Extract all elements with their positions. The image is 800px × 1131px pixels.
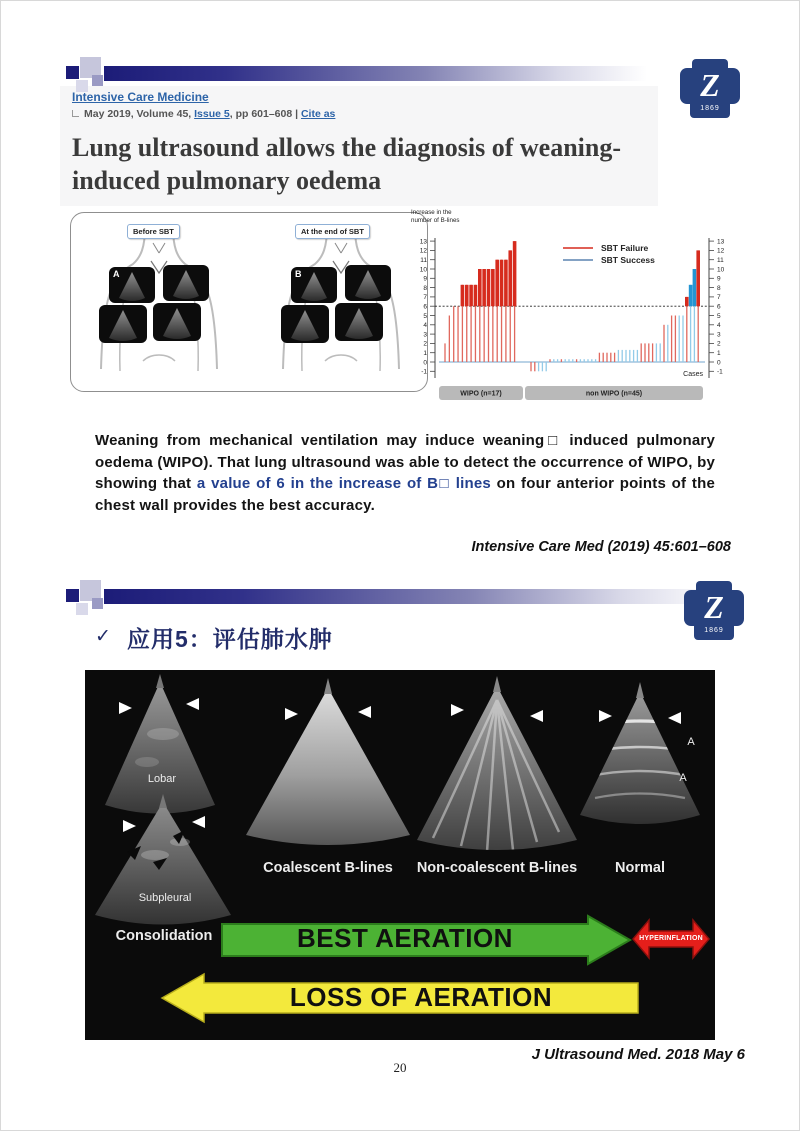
citation-intensive-care-med: Intensive Care Med (2019) 45:601–608 (471, 539, 731, 555)
svg-text:-1: -1 (421, 368, 427, 376)
svg-text:7: 7 (717, 294, 721, 302)
lung-ultrasound-figure (70, 212, 428, 392)
svg-text:9: 9 (423, 275, 427, 283)
svg-text:7: 7 (423, 294, 427, 302)
svg-text:0: 0 (717, 359, 721, 367)
b-lines-chart-graphic (405, 202, 741, 408)
svg-text:1: 1 (717, 350, 721, 357)
svg-text:SBT Success: SBT Success (601, 255, 655, 265)
journal-name-link[interactable]: Intensive Care Medicine (72, 90, 209, 104)
svg-text:1: 1 (423, 350, 427, 357)
svg-text:6: 6 (423, 303, 427, 311)
best-aeration-arrow-label: BEST AERATION (297, 923, 513, 953)
svg-text:12: 12 (717, 247, 725, 255)
summary-text: on four anterior points of the chest wall provides the best accuracy. (95, 475, 715, 514)
slide2-title: 应用5：评估肺水肿 (127, 626, 333, 652)
svg-text:12: 12 (419, 247, 427, 255)
meta-text: , pp 601–608 | (229, 108, 301, 120)
issue-meta-line (72, 108, 335, 120)
hyperinflation-arrow-label: HYPERINFLATION (639, 935, 703, 942)
summary-text: Weaning from mechanical ventilation may induce weaning□ induced pulmonary oedema (WIPO). That lung ultrasound was able to detect the occurrence of WIPO, by showing that (95, 432, 715, 492)
cite-as-link[interactable]: Cite as (300, 108, 336, 120)
header-square-decoration (92, 75, 103, 86)
logo-year: 1869 (704, 627, 724, 634)
svg-text:8: 8 (717, 284, 721, 292)
logo-letter: Z (700, 67, 720, 103)
header-square-decoration (66, 589, 79, 602)
b-lines-bar-chart (405, 202, 741, 408)
svg-text:2: 2 (717, 340, 721, 348)
page-number: 20 (393, 1060, 407, 1075)
logo-letter: Z (704, 589, 724, 625)
svg-text:10: 10 (419, 266, 427, 274)
svg-text:11: 11 (420, 257, 427, 264)
svg-text:non WIPO (n=45): non WIPO (n=45) (585, 390, 643, 398)
svg-text:Increase in the: Increase in the (411, 209, 452, 216)
header-square-decoration (92, 598, 103, 609)
svg-text:4: 4 (717, 322, 721, 330)
a-line-marker: A (679, 772, 687, 784)
svg-text:-1: -1 (717, 368, 723, 376)
summary-highlight: a value of 6 in the increase of B□ lines (196, 475, 491, 492)
meta-text: May 2019, Volume 45, (84, 108, 195, 120)
aeration-figure (85, 670, 715, 1040)
panel-letter-a: A (113, 269, 120, 279)
lobar-label: Lobar (147, 773, 177, 785)
citation-j-ultrasound-med: J Ultrasound Med. 2018 May 6 (531, 1046, 745, 1063)
svg-text:5: 5 (423, 312, 427, 320)
svg-text:9: 9 (717, 275, 721, 283)
svg-text:4: 4 (423, 322, 427, 330)
svg-text:13: 13 (419, 238, 427, 246)
logo-year: 1869 (700, 105, 720, 112)
torso-figure-graphic (71, 213, 427, 390)
normal-label: Normal (615, 860, 665, 876)
svg-text:6: 6 (717, 303, 721, 311)
svg-text:2: 2 (423, 340, 427, 348)
header-gradient-bar (104, 589, 734, 604)
svg-text:WIPO (n=17): WIPO (n=17) (460, 390, 502, 398)
svg-text:8: 8 (423, 284, 427, 292)
svg-text:3: 3 (423, 331, 427, 339)
header-square-decoration (76, 603, 88, 615)
panel-letter-b: B (295, 269, 302, 279)
checkmark-icon: ✓ (95, 626, 111, 647)
before-sbt-label: Before SBT (127, 224, 180, 239)
header-square-decoration (66, 66, 79, 79)
svg-text:10: 10 (717, 266, 725, 274)
header-gradient-bar (104, 66, 658, 81)
non-coalescent-label: Non-coalescent B-lines (416, 860, 578, 876)
loss-aeration-arrow-label: LOSS OF AERATION (289, 982, 553, 1012)
svg-text:5: 5 (717, 312, 721, 320)
svg-text:13: 13 (717, 238, 725, 246)
consolidation-label: Consolidation (115, 928, 213, 944)
svg-text:3: 3 (717, 331, 721, 339)
corner-bracket-icon (72, 110, 79, 117)
svg-text:number of B-lines: number of B-lines (411, 217, 460, 224)
issue-link[interactable]: Issue 5 (194, 108, 230, 120)
svg-text:0: 0 (423, 359, 427, 367)
article-title: Lung ultrasound allows the diagnosis of weaning-induced pulmonary oedema (72, 133, 622, 195)
hospital-logo (680, 580, 748, 642)
summary-paragraph (95, 430, 715, 516)
coalescent-label: Coalescent B-lines (263, 860, 393, 876)
svg-text:11: 11 (717, 257, 724, 264)
svg-text:SBT Failure: SBT Failure (601, 243, 649, 253)
end-sbt-label: At the end of SBT (295, 224, 370, 239)
subpleural-label: Subpleural (138, 892, 192, 904)
a-line-marker: A (687, 736, 695, 748)
svg-text:Cases: Cases (683, 371, 703, 378)
hospital-logo (676, 58, 744, 120)
